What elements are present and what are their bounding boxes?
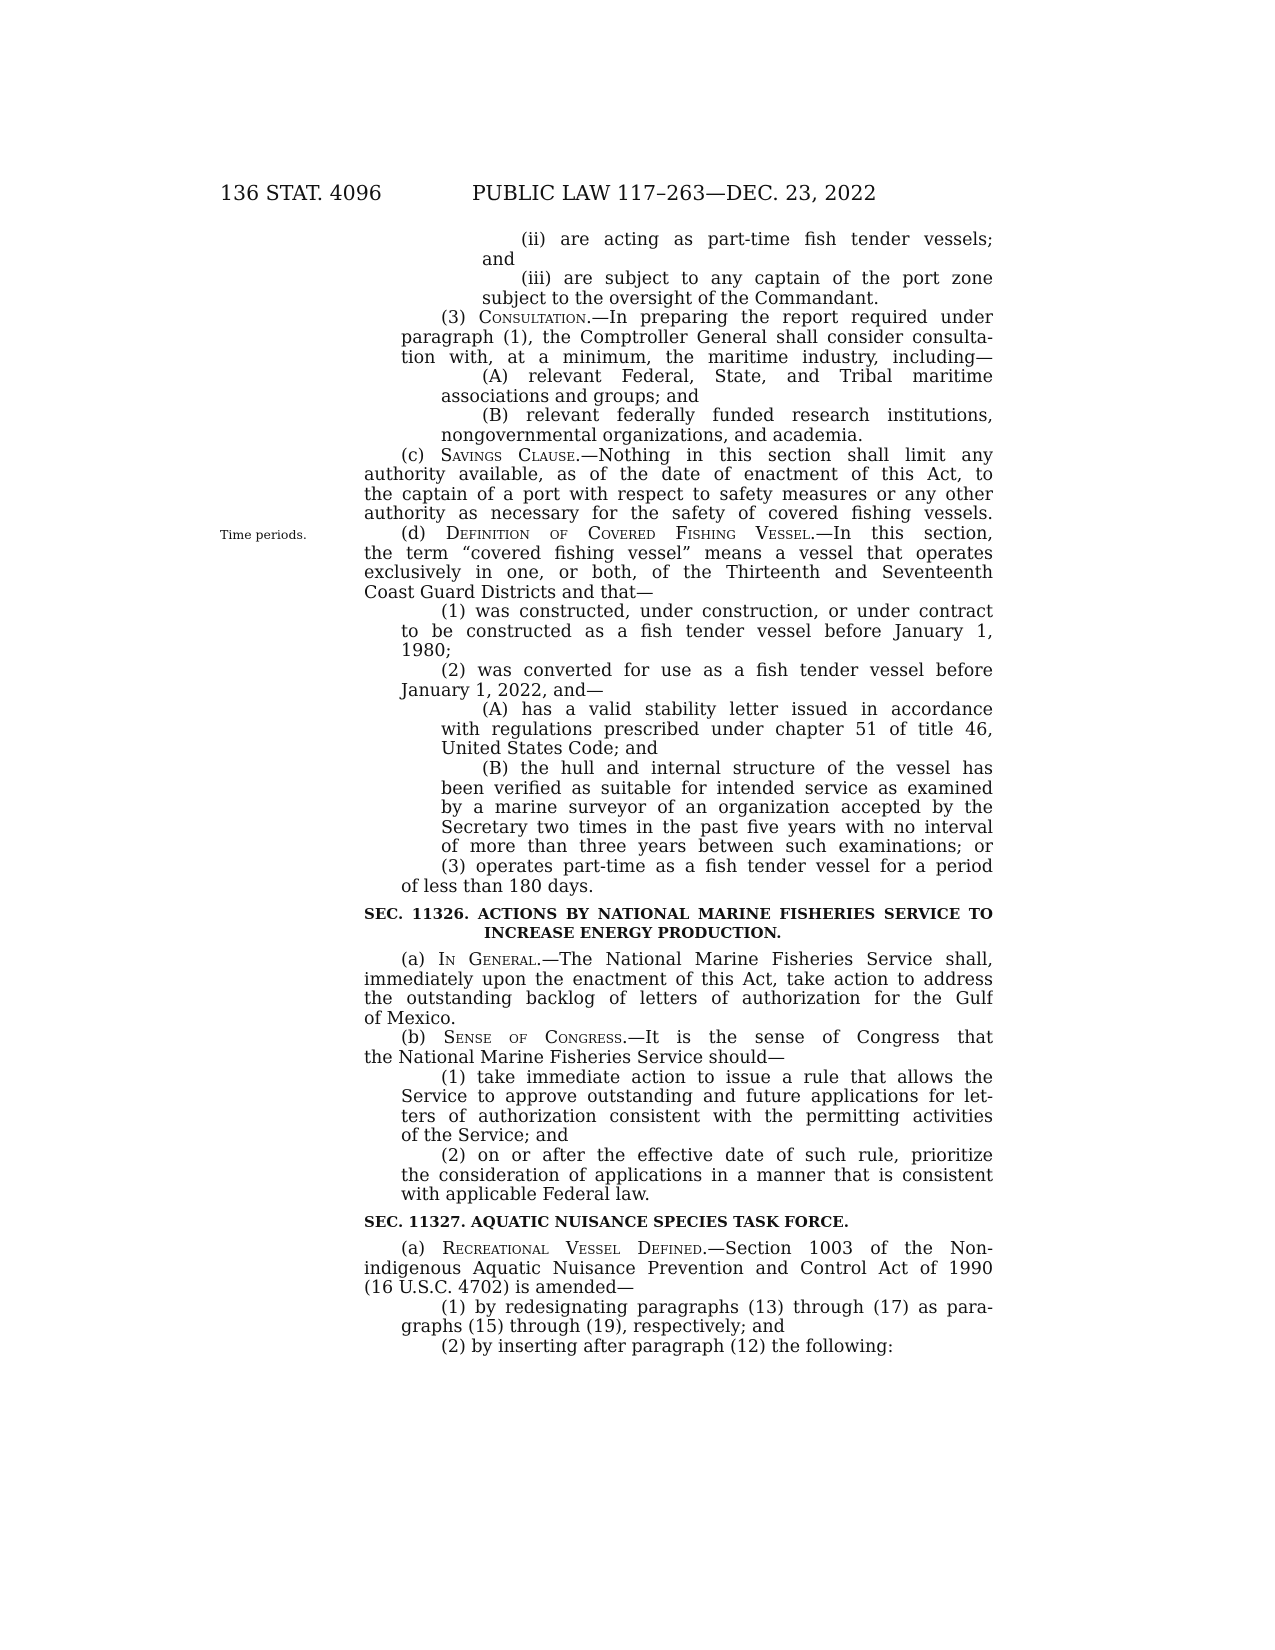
- margin-note: Time periods.: [220, 527, 307, 542]
- text-segment: .—In this section,: [810, 524, 993, 544]
- text-line: (2) by inserting after paragraph (12) the following:: [441, 1337, 894, 1357]
- text-line: January 1, 2022, and—: [401, 681, 604, 701]
- subsection-heading: Recreational Vessel Defined: [442, 1240, 702, 1259]
- text-line: indigenous Aquatic Nuisance Prevention and Control Act of 1990: [364, 1259, 993, 1279]
- text-line: the consideration of applications in a manner that is consistent: [401, 1166, 993, 1186]
- section-heading: [364, 1213, 993, 1232]
- section-heading-line: SEC. 11326. ACTIONS BY NATIONAL MARINE FISHERIES SERVICE TO: [364, 905, 993, 923]
- subsection-heading: Definition of Covered Fishing Vessel: [445, 524, 811, 544]
- text-line: United States Code; and: [441, 740, 659, 760]
- text-segment: .—In preparing the report required under: [586, 309, 993, 329]
- section-continuation: [364, 231, 993, 897]
- paragraph-number: (3): [441, 309, 466, 329]
- text-line: (3) operates part-time as a fish tender vessel for a period: [441, 858, 993, 877]
- text-line: (A) has a valid stability letter issued in accordance: [482, 701, 993, 721]
- subsection-heading-line: [364, 1240, 993, 1260]
- subsection-heading: Savings Clause: [440, 446, 576, 466]
- text-line: authority as necessary for the safety of covered fishing vessels.: [364, 505, 993, 525]
- subsection-number: (a): [401, 1240, 426, 1259]
- text-line: graphs (15) through (19), respectively; and: [401, 1318, 785, 1338]
- text-line: the captain of a port with respect to safety measures or any other: [364, 485, 993, 505]
- text-line: (16 U.S.C. 4702) is amended—: [364, 1279, 635, 1299]
- text-segment: .—Section 1003 of the Non-: [701, 1240, 993, 1259]
- text-line: (1) by redesignating paragraphs (13) through (17) as para-: [441, 1298, 993, 1318]
- text-line: associations and groups; and: [441, 387, 700, 407]
- text-line: nongovernmental organizations, and academia.: [441, 426, 864, 446]
- text-line: and: [482, 250, 515, 270]
- subsection-heading-line: [364, 447, 993, 467]
- text-line: of more than three years between such examinations; or: [441, 838, 993, 858]
- text-line: the term “covered fishing vessel” means a vessel that operates: [364, 544, 993, 564]
- subsection-heading-line: [364, 1029, 993, 1049]
- text-line: of less than 180 days.: [401, 877, 594, 897]
- text-line: (B) relevant federally funded research institutions,: [482, 407, 993, 427]
- text-line: (1) was constructed, under construction, or under contract: [441, 603, 993, 623]
- text-line: the outstanding backlog of letters of authorization for the Gulf: [364, 990, 993, 1010]
- text-line: of Mexico.: [364, 1009, 456, 1029]
- text-line: (2) was converted for use as a fish tender vessel before: [441, 662, 993, 682]
- text-line: with applicable Federal law.: [401, 1186, 650, 1206]
- text-line: the National Marine Fisheries Service should—: [364, 1048, 785, 1068]
- law-title-header: PUBLIC LAW 117–263—DEC. 23, 2022: [472, 181, 877, 205]
- section-body: [364, 1240, 993, 1358]
- text-line: Service to approve outstanding and future applications for let-: [401, 1088, 993, 1108]
- text-line: subject to the oversight of the Commandant.: [482, 289, 879, 309]
- text-line: paragraph (1), the Comptroller General shall consider consulta-: [401, 328, 993, 348]
- text-line: (1) take immediate action to issue a rule that allows the: [441, 1068, 993, 1088]
- subsection-number: (c): [401, 446, 425, 466]
- subsection-heading-line: [364, 309, 993, 329]
- text-line: tion with, at a minimum, the maritime industry, including—: [401, 348, 993, 368]
- text-segment: .—Nothing in this section shall limit any: [575, 446, 993, 466]
- text-line: authority available, as of the date of enactment of this Act, to: [364, 466, 993, 486]
- text-line: (2) on or after the effective date of such rule, prioritize: [441, 1146, 993, 1166]
- subsection-heading-line: [364, 951, 993, 971]
- section-heading: [364, 905, 993, 943]
- text-segment: .—The National Marine Fisheries Service shall,: [536, 951, 993, 970]
- subsection-number: (b): [401, 1029, 426, 1049]
- text-line: ters of authorization consistent with the permitting activities: [401, 1107, 993, 1127]
- subsection-heading: In General: [438, 951, 537, 970]
- text-line: (iii) are subject to any captain of the port zone: [521, 270, 993, 290]
- text-line: (B) the hull and internal structure of the vessel has: [482, 760, 993, 780]
- subsection-heading: Sense of Congress: [443, 1029, 623, 1049]
- text-line: with regulations prescribed under chapter 51 of title 46,: [441, 720, 993, 740]
- text-line: Coast Guard Districts and that—: [364, 583, 654, 603]
- text-line: (ii) are acting as part-time fish tender vessels;: [521, 231, 993, 250]
- text-line: immediately upon the enactment of this Act, take action to address: [364, 970, 993, 990]
- subsection-number: (d): [401, 524, 426, 544]
- statute-page-number: 136 STAT. 4096: [220, 181, 382, 205]
- text-line: exclusively in one, or both, of the Thirteenth and Seventeenth: [364, 564, 993, 584]
- section-body: [364, 951, 993, 1206]
- text-segment: .—It is the sense of Congress that: [622, 1029, 993, 1049]
- text-line: to be constructed as a fish tender vessel before January 1,: [401, 622, 993, 642]
- section-heading-line: INCREASE ENERGY PRODUCTION.: [484, 924, 782, 942]
- subsection-heading-line: [364, 525, 993, 545]
- text-line: 1980;: [401, 642, 452, 662]
- text-line: (A) relevant Federal, State, and Tribal maritime: [482, 368, 993, 388]
- section-heading-line: SEC. 11327. AQUATIC NUISANCE SPECIES TASK FORCE.: [364, 1213, 849, 1231]
- text-line: been verified as suitable for intended service as examined: [441, 779, 993, 799]
- text-line: of the Service; and: [401, 1127, 569, 1147]
- paragraph-heading: Consultation: [478, 309, 587, 329]
- text-line: Secretary two times in the past five years with no interval: [441, 818, 993, 838]
- subsection-number: (a): [401, 951, 426, 970]
- text-line: by a marine surveyor of an organization accepted by the: [441, 799, 993, 819]
